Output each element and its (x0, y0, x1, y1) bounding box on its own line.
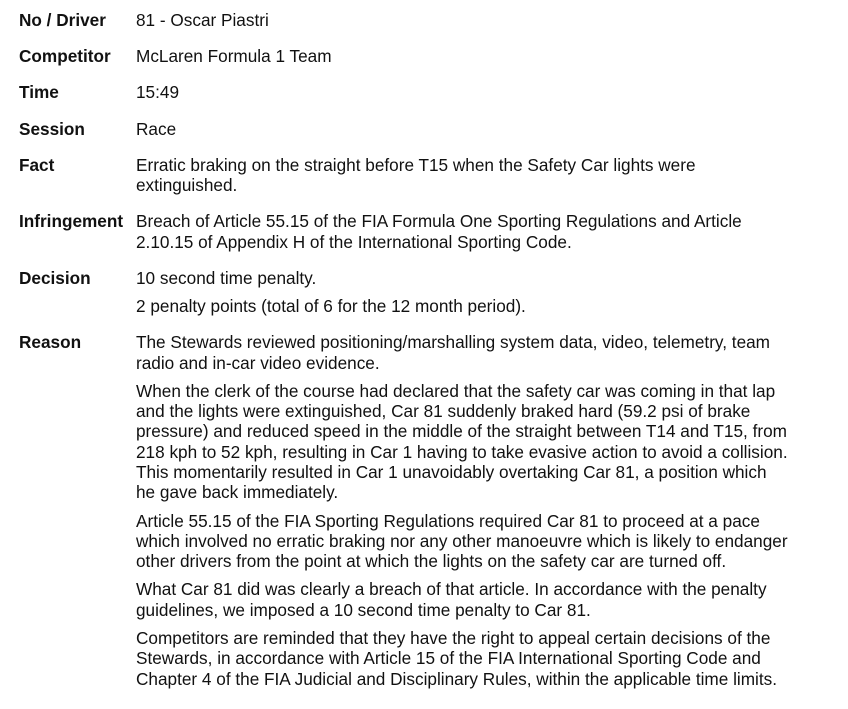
row-driver (0, 10, 848, 30)
text-line: and the lights were extinguished, Car 81 suddenly braked hard (59.2 psi of brake (136, 401, 751, 422)
reason-paragraph (136, 332, 848, 373)
text-line: 15:49 (136, 82, 180, 103)
text-line: 2.10.15 of Appendix H of the International Sporting Code. (136, 231, 572, 252)
driver-value (136, 10, 848, 30)
row-decision (0, 268, 848, 317)
text-line: 218 kph to 52 kph, resulting in Car 1 having to take evasive action to avoid a collision. (136, 441, 788, 462)
reason-label: Reason (19, 332, 82, 353)
driver-paragraph (136, 10, 848, 30)
row-infringement (0, 211, 848, 252)
text-line: 81 - Oscar Piastri (136, 10, 269, 30)
text-line: This momentarily resulted in Car 1 unavoidably overtaking Car 81, a position which (136, 461, 767, 482)
fact-paragraph (136, 155, 848, 196)
competitor-value (136, 46, 848, 66)
time-label: Time (19, 82, 59, 103)
time-paragraph (136, 82, 848, 102)
text-line: pressure) and reduced speed in the middle of the straight between T14 and T15, from (136, 421, 787, 442)
text-line: When the clerk of the course had declared that the safety car was coming in that lap (136, 380, 776, 401)
infringement-label: Infringement (19, 211, 124, 232)
reason-paragraph (136, 511, 848, 572)
text-line: Chapter 4 of the FIA Judicial and Disciplinary Rules, within the applicable time limits. (136, 668, 778, 689)
reason-value (136, 332, 848, 689)
decision-paragraph (136, 296, 848, 316)
decision-paragraph (136, 268, 848, 288)
decision-label: Decision (19, 267, 91, 288)
session-label: Session (19, 118, 85, 139)
text-line: other drivers from the point at which the lights on the safety car are turned off. (136, 551, 727, 572)
text-line: Competitors are reminded that they have the right to appeal certain decisions of the (136, 628, 771, 649)
text-line: The Stewards reviewed positioning/marshalling system data, video, telemetry, team (136, 332, 770, 353)
fact-label: Fact (19, 154, 55, 175)
text-line: Article 55.15 of the FIA Sporting Regulations required Car 81 to proceed at a pace (136, 510, 760, 531)
text-line: Stewards, in accordance with Article 15 of the FIA International Sporting Code and (136, 648, 761, 669)
row-time (0, 82, 848, 102)
reason-paragraph (136, 579, 848, 620)
text-line: What Car 81 did was clearly a breach of that article. In accordance with the penalty (136, 579, 767, 600)
time-value (136, 82, 848, 102)
competitor-paragraph (136, 46, 848, 66)
text-line: Erratic braking on the straight before T15 when the Safety Car lights were (136, 154, 696, 175)
reason-paragraph (136, 628, 848, 689)
row-session (0, 119, 848, 139)
session-paragraph (136, 119, 848, 139)
text-line: he gave back immediately. (136, 482, 339, 503)
text-line: radio and in-car video evidence. (136, 352, 380, 373)
infringement-paragraph (136, 211, 848, 252)
row-competitor (0, 46, 848, 66)
row-reason (0, 332, 848, 689)
text-line: 2 penalty points (total of 6 for the 12 month period). (136, 296, 526, 317)
text-line: Breach of Article 55.15 of the FIA Formula One Sporting Regulations and Article (136, 211, 742, 232)
text-line: 10 second time penalty. (136, 267, 317, 288)
infringement-value (136, 211, 848, 252)
text-line: extinguished. (136, 175, 238, 196)
row-fact (0, 155, 848, 196)
fact-value (136, 155, 848, 196)
text-line: Race (136, 118, 177, 139)
competitor-label: Competitor (19, 46, 111, 67)
decision-value (136, 268, 848, 317)
text-line: McLaren Formula 1 Team (136, 46, 332, 67)
session-value (136, 119, 848, 139)
text-line: which involved no erratic braking nor any other manoeuvre which is likely to endanger (136, 530, 788, 551)
text-line: guidelines, we imposed a 10 second time penalty to Car 81. (136, 599, 591, 620)
driver-label: No / Driver (19, 10, 106, 30)
reason-paragraph (136, 381, 848, 503)
